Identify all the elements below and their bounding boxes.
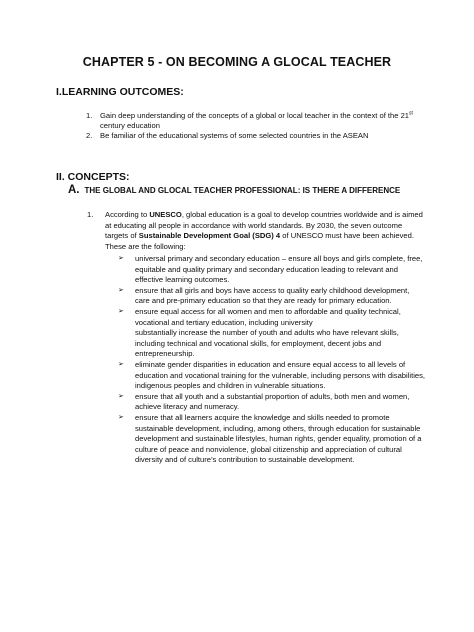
- learning-outcomes-list: [86, 111, 432, 141]
- list-item-number: 1.: [86, 111, 93, 120]
- list-item: [86, 131, 432, 141]
- paragraph-text: According to UNESCO, global education is a goal to develop countries worldwide and is aimed at educating all people in accordance with world standards. By 2030, the seven outcome targets of Sustainable Development Goal (SDG) 4 of UNESCO must have been achieved. These are the following:: [105, 210, 423, 251]
- arrow-bullet-icon: ➢: [118, 286, 124, 294]
- list-item-text: ensure that all girls and boys have access to quality early childhood development, care and pre-primary education so that they are ready for primary education.: [135, 285, 410, 306]
- list-item: [118, 413, 426, 466]
- concepts-paragraph: [87, 210, 427, 252]
- concepts-heading: II. CONCEPTS:: [56, 171, 130, 183]
- paragraph-number: 1.: [87, 210, 94, 219]
- arrow-bullet-icon: ➢: [118, 413, 124, 421]
- list-item-text: substantially increase the number of youth and adults who have relevant skills, including technical and vocational skills, for employment, decent jobs and entrepreneurship.: [135, 328, 399, 359]
- list-item: [118, 254, 426, 286]
- arrow-bullet-icon: ➢: [118, 307, 124, 315]
- sdg-targets-list: [118, 254, 426, 466]
- list-item-text: ensure that all learners acquire the knowledge and skills needed to promote sustainable development, including, among others, through education for sustainable development and sustainable lifestyles, human rights, gender equality, promotion of a culture of peace and nonviolence, global citizenship and appreciation of cultural diversity and of culture’s contribution to sustainable development.: [135, 412, 422, 465]
- list-item-text: ensure equal access for all women and men to affordable and quality technical, vocational and tertiary education, including university: [135, 306, 401, 327]
- list-item-number: 2.: [86, 131, 93, 140]
- list-item-text: universal primary and secondary education – ensure all boys and girls complete, free, equitable and quality primary and secondary education leading to relevant and effective learning outcomes.: [135, 254, 423, 285]
- concepts-subheading: [68, 184, 400, 196]
- arrow-bullet-icon: ➢: [118, 360, 124, 368]
- list-item: [118, 307, 426, 328]
- list-item-text: Be familiar of the educational systems of some selected countries in the ASEAN: [100, 131, 369, 140]
- list-item-text: ensure that all youth and a substantial proportion of adults, both men and women, achieve literacy and numeracy.: [135, 391, 410, 412]
- list-item-text: Gain deep understanding of the concepts of a global or local teacher in the context of the 21st century education: [100, 110, 413, 130]
- list-item: [118, 360, 426, 392]
- list-item: [118, 286, 426, 307]
- subheading-text: THE GLOBAL AND GLOCAL TEACHER PROFESSIONAL: IS THERE A DIFFERENCE: [84, 186, 401, 195]
- list-item: [118, 392, 426, 413]
- learning-outcomes-heading: I.LEARNING OUTCOMES:: [56, 86, 184, 98]
- list-item-text: eliminate gender disparities in education and ensure equal access to all levels of education and vocational training for the vulnerable, including persons with disabilities, indigenous peoples and children in vulnerable situations.: [135, 359, 426, 391]
- chapter-title: CHAPTER 5 - ON BECOMING A GLOCAL TEACHER: [82, 55, 392, 69]
- arrow-bullet-icon: ➢: [118, 255, 124, 262]
- subheading-letter: A.: [68, 184, 80, 196]
- list-item: [86, 111, 432, 131]
- arrow-bullet-icon: ➢: [118, 392, 124, 400]
- list-item: [118, 328, 426, 360]
